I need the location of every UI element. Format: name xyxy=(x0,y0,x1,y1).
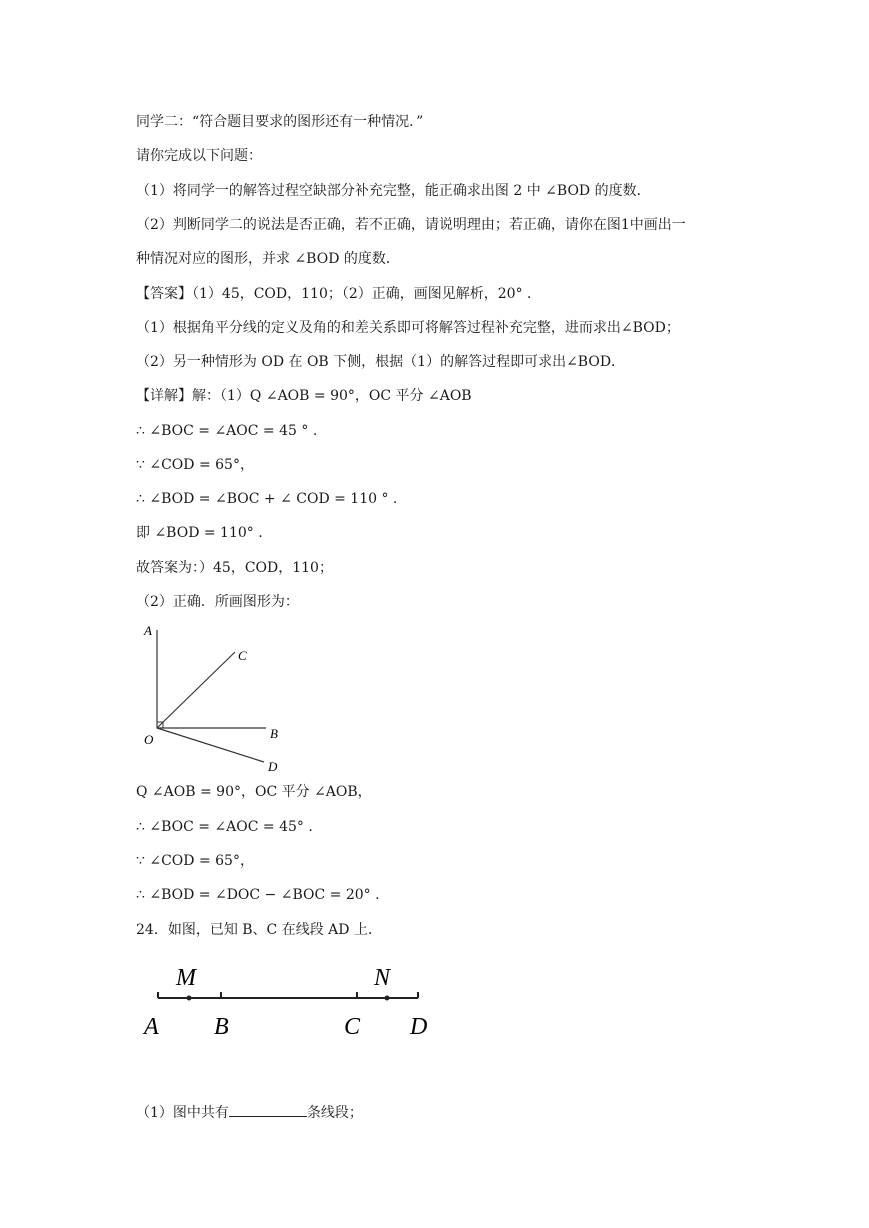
text-line: （2）另一种情形为 OD 在 OB 下侧，根据（1）的解答过程即可求出∠BOD． xyxy=(136,354,626,370)
label-c: C xyxy=(238,648,247,663)
point-m xyxy=(187,996,192,1001)
angle-diagram xyxy=(140,620,290,775)
label-o: O xyxy=(144,732,154,747)
math-line: ∵ ∠COD = 65°， xyxy=(136,853,254,869)
math-line: Q ∠AOB = 90°，OC 平分 ∠AOB， xyxy=(136,784,372,800)
ray-oc xyxy=(157,652,235,728)
text-line: （1）根据角平分线的定义及角的和差关系即可将解答过程补充完整，进而求出∠BOD； xyxy=(136,320,680,336)
math-line: ∴ ∠BOC = ∠AOC = 45 ° . xyxy=(136,423,318,439)
point-n xyxy=(385,996,390,1001)
text-line: （2）正确．所画图形为： xyxy=(136,594,299,610)
label-b: B xyxy=(214,1014,229,1040)
text-line: 同学二：“符合题目要求的图形还有一种情况．” xyxy=(136,114,424,130)
answer-blank[interactable] xyxy=(229,1102,307,1117)
label-m: M xyxy=(176,965,196,991)
answer-line: 【答案】（1）45，COD，110；（2）正确，画图见解析，20° ． xyxy=(136,286,542,302)
math-line: ∵ ∠COD = 65°， xyxy=(136,457,254,473)
label-d: D xyxy=(410,1014,428,1040)
question-text: 条线段； xyxy=(306,1105,363,1121)
ray-od xyxy=(157,728,264,762)
text-line: 故答案为：）45，COD，110； xyxy=(136,560,333,576)
math-line: ∴ ∠BOD = ∠DOC − ∠BOC = 20° . xyxy=(136,887,380,903)
question-line: 24．如图，已知 B、C 在线段 AD 上． xyxy=(136,922,382,938)
segment-diagram xyxy=(140,958,440,1048)
text-line: 种情况对应的图形，并求 ∠BOD 的度数． xyxy=(136,251,400,267)
label-a: A xyxy=(144,623,152,638)
math-line: 即 ∠BOD = 110° . xyxy=(136,525,263,541)
question-subpart xyxy=(136,1102,363,1123)
label-a: A xyxy=(144,1014,159,1040)
label-c: C xyxy=(344,1014,361,1040)
label-b: B xyxy=(270,726,278,741)
math-line: ∴ ∠BOC = ∠AOC = 45° . xyxy=(136,819,313,835)
label-n: N xyxy=(374,965,391,991)
solution-line: 【详解】解：（1）Q ∠AOB = 90°，OC 平分 ∠AOB xyxy=(136,388,472,404)
text-line: 请你完成以下问题： xyxy=(136,148,262,164)
question-text: （1）图中共有 xyxy=(136,1105,229,1121)
math-line: ∴ ∠BOD = ∠BOC + ∠ COD = 110 ° . xyxy=(136,491,398,507)
text-line: （1）将同学一的解答过程空缺部分补充完整，能正确求出图 2 中 ∠BOD 的度数． xyxy=(136,183,651,199)
text-line: （2）判断同学二的说法是否正确，若不正确，请说明理由；若正确，请你在图1中画出一 xyxy=(136,217,686,233)
label-d: D xyxy=(268,759,278,774)
